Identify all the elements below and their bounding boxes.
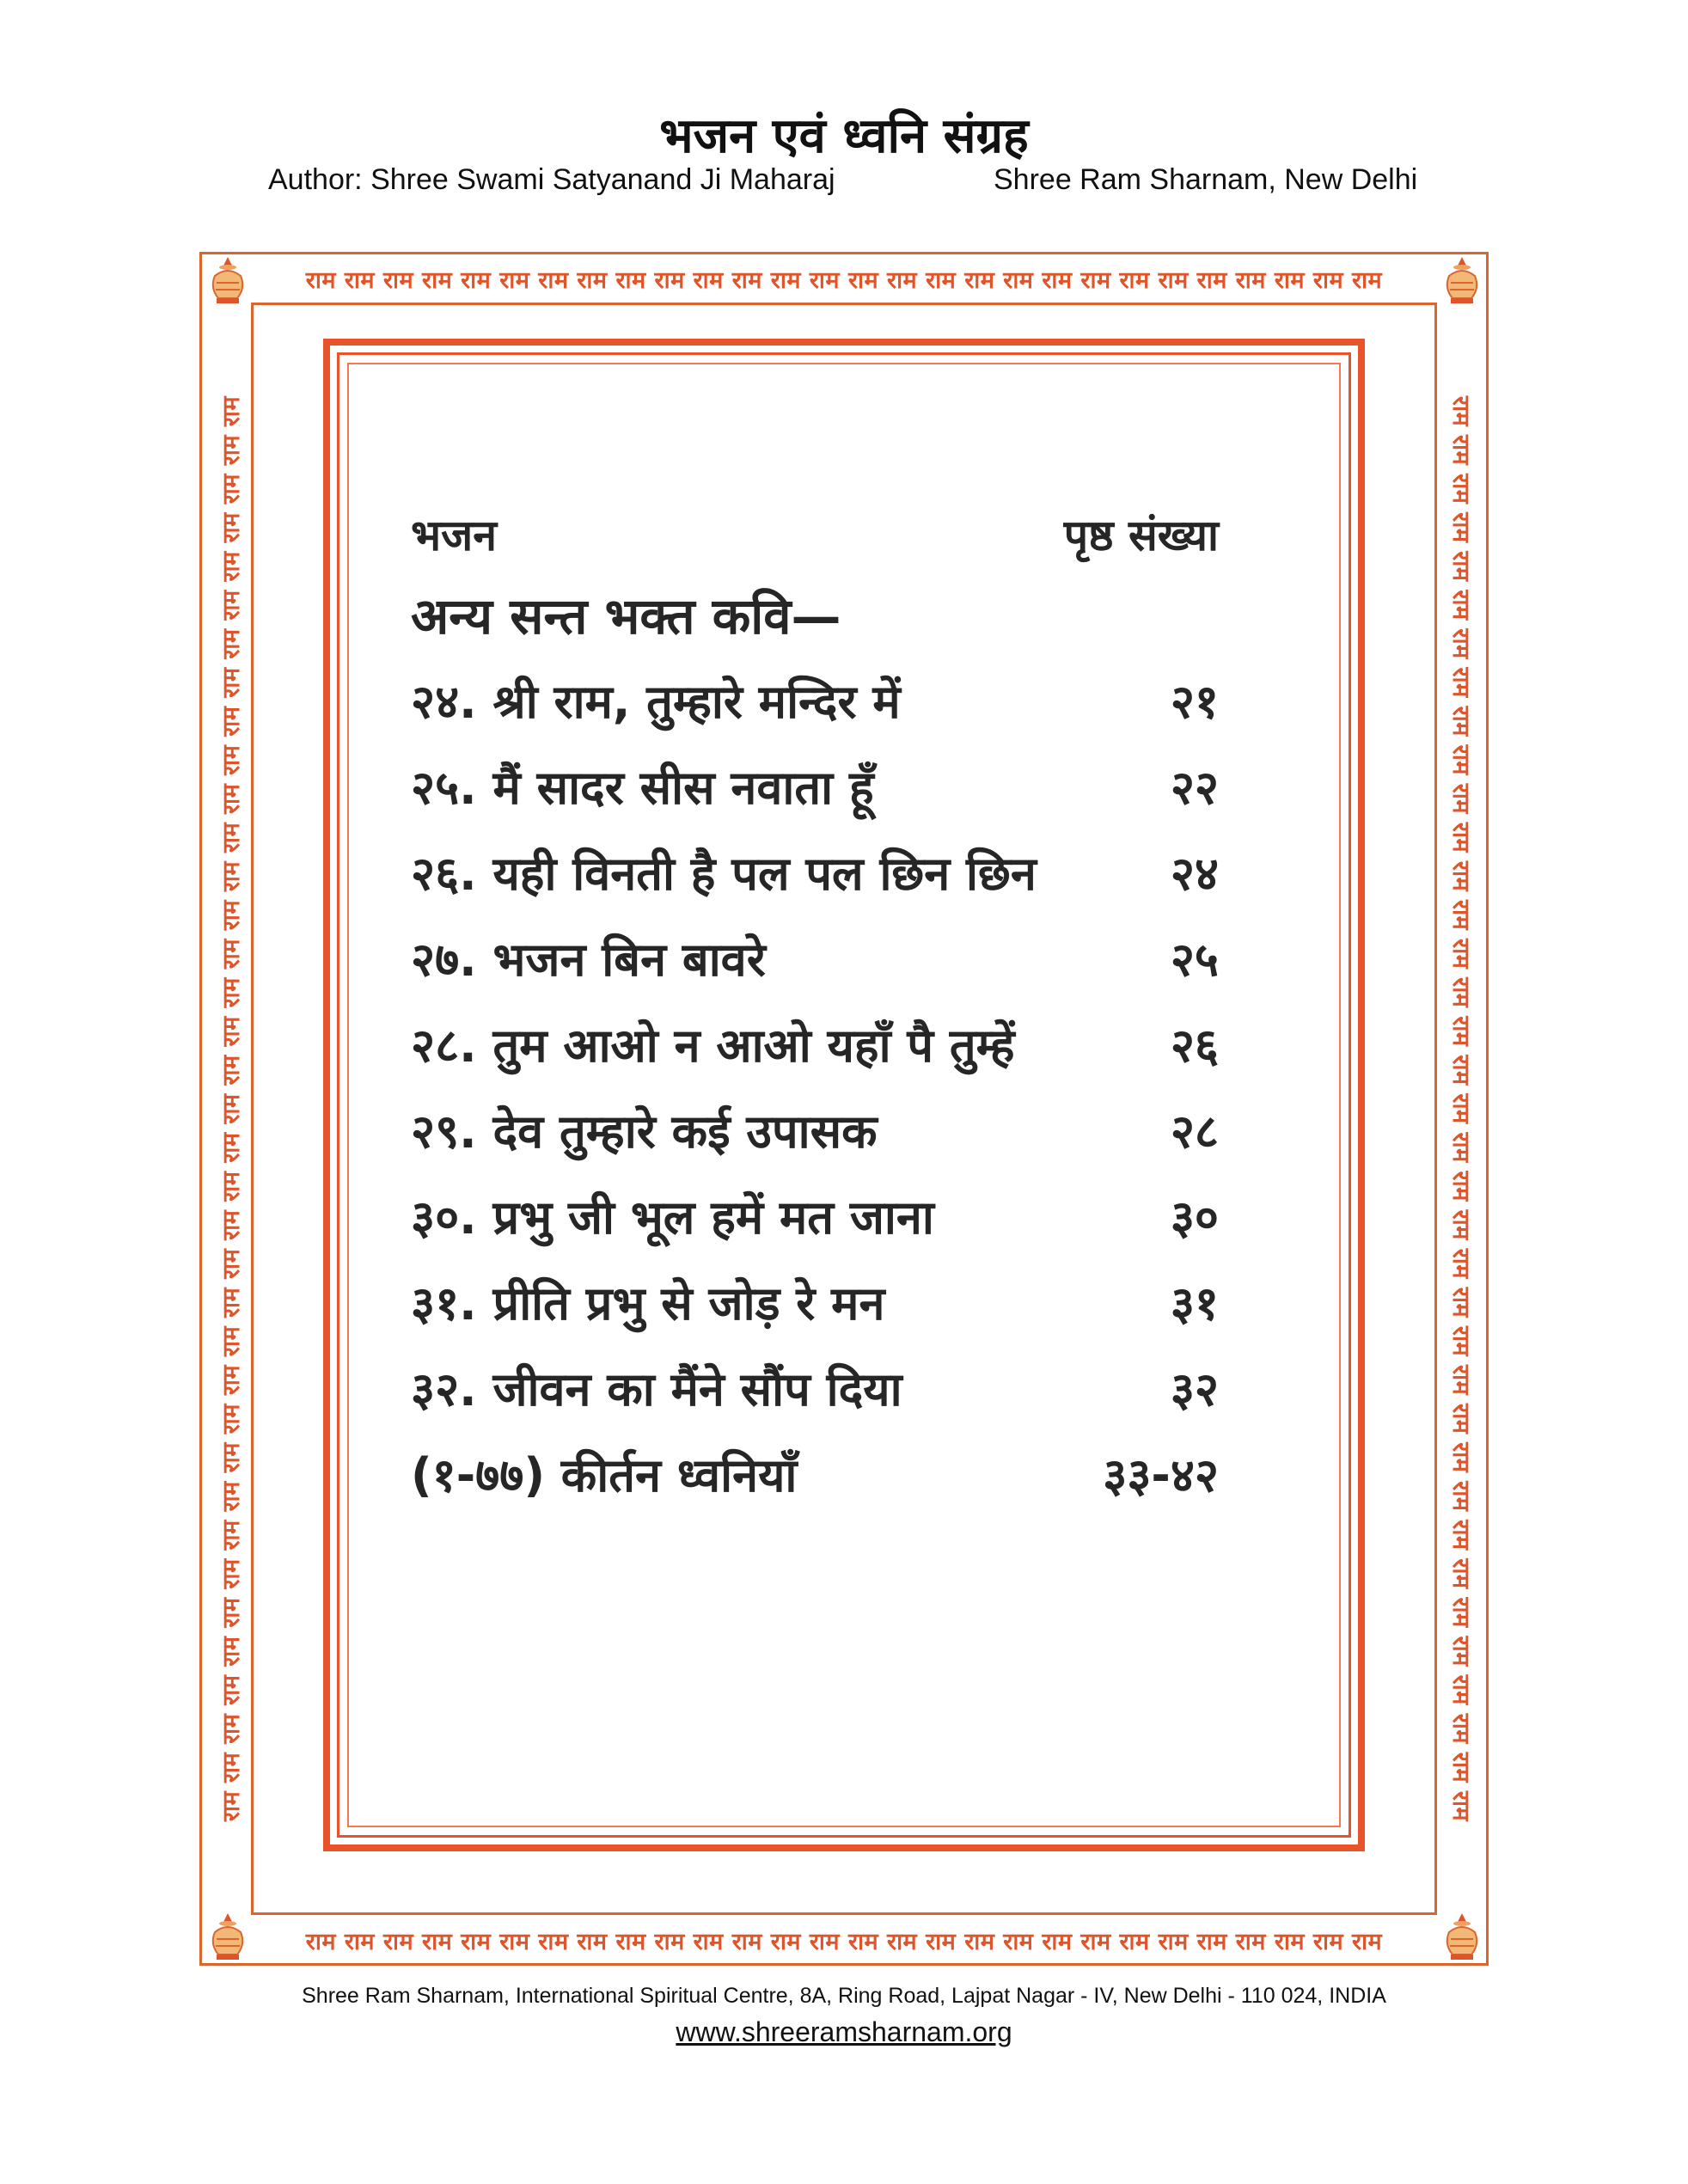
toc-entry-page: ३१ (1170, 1276, 1219, 1331)
toc-entry (411, 1344, 1219, 1430)
toc-entry (411, 829, 1219, 915)
toc-entry-page: २२ (1170, 761, 1219, 815)
toc-entry (411, 1086, 1219, 1172)
toc-entry-page: २१ (1170, 675, 1219, 729)
toc-entry-title: २४. श्री राम, तुम्हारे मन्दिर में (411, 675, 901, 729)
toc-entry-page: २६ (1170, 1019, 1219, 1073)
ram-border-right: राम राम राम राम राम राम राम राम राम राम राम राम राम राम राम राम राम राम राम राम राम राम राम राम राम राम राम राम राम राम राम राम राम राम राम राम राम (1447, 395, 1475, 1822)
footer-website-container (0, 2016, 1688, 2048)
toc-header (411, 497, 1219, 571)
page-title: भजन एवं ध्वनि संग्रह (659, 108, 1029, 164)
kalash-icon (1439, 254, 1485, 307)
toc-entry (411, 1430, 1219, 1516)
ram-border-left: राम राम राम राम राम राम राम राम राम राम राम राम राम राम राम राम राम राम राम राम राम राम राम राम राम राम राम राम राम राम राम राम राम राम राम राम राम (217, 395, 245, 1822)
table-of-contents (411, 497, 1219, 1516)
toc-column-page: पृष्ठ संख्या (1063, 511, 1219, 560)
toc-entry-page: २५ (1170, 933, 1219, 987)
toc-entry-title: ३१. प्रीति प्रभु से जोड़ रे मन (411, 1276, 885, 1331)
footer-address: Shree Ram Sharnam, International Spiritual Centre, 8A, Ring Road, Lajpat Nagar - IV, New Delhi - 110 024, INDIA (302, 1984, 1386, 2008)
kalash-icon (205, 1910, 251, 1963)
toc-entry-page: ३० (1170, 1190, 1219, 1245)
toc-entry (411, 1172, 1219, 1258)
toc-entry-title: २८. तुम आओ न आओ यहाँ पै तुम्हें (411, 1019, 1015, 1073)
toc-entry (411, 915, 1219, 1000)
toc-entry (411, 657, 1219, 743)
ram-border-top: राम राम राम राम राम राम राम राम राम राम राम राम राम राम राम राम राम राम राम राम राम राम राम राम राम राम राम राम (305, 266, 1383, 294)
toc-entry-title: (१-७७) कीर्तन ध्वनियाँ (411, 1448, 798, 1502)
toc-entry (411, 1258, 1219, 1344)
toc-entry-title: ३०. प्रभु जी भूल हमें मत जाना (411, 1190, 934, 1245)
toc-entry-page: २४ (1170, 847, 1219, 901)
kalash-icon (205, 254, 251, 307)
kalash-icon (1439, 1910, 1485, 1963)
toc-entry-page: २८ (1170, 1104, 1219, 1159)
toc-entry-title: २५. मैं सादर सीस नवाता हूँ (411, 761, 874, 815)
toc-entry-title: ३२. जीवन का मैंने सौंप दिया (411, 1362, 902, 1416)
toc-entry (411, 743, 1219, 829)
toc-column-title: भजन (411, 511, 497, 560)
toc-entry-page: ३२ (1170, 1362, 1219, 1416)
toc-entry-page: ३३-४२ (1103, 1448, 1219, 1502)
toc-section-heading: अन्य सन्त भक्त कवि— (411, 586, 841, 645)
toc-entry-title: २९. देव तुम्हारे कई उपासक (411, 1104, 878, 1159)
toc-entry (411, 1000, 1219, 1086)
toc-entry-title: २६. यही विनती है पल पल छिन छिन (411, 847, 1037, 901)
toc-entry-title: २७. भजन बिन बावरे (411, 933, 766, 987)
author-line: Author: Shree Swami Satyanand Ji Maharaj (268, 163, 835, 196)
publisher-line: Shree Ram Sharnam, New Delhi (994, 163, 1418, 196)
ram-border-bottom: राम राम राम राम राम राम राम राम राम राम राम राम राम राम राम राम राम राम राम राम राम राम राम राम राम राम राम राम (305, 1928, 1383, 1955)
footer-website-link[interactable]: www.shreeramsharnam.org (676, 2016, 1012, 2047)
